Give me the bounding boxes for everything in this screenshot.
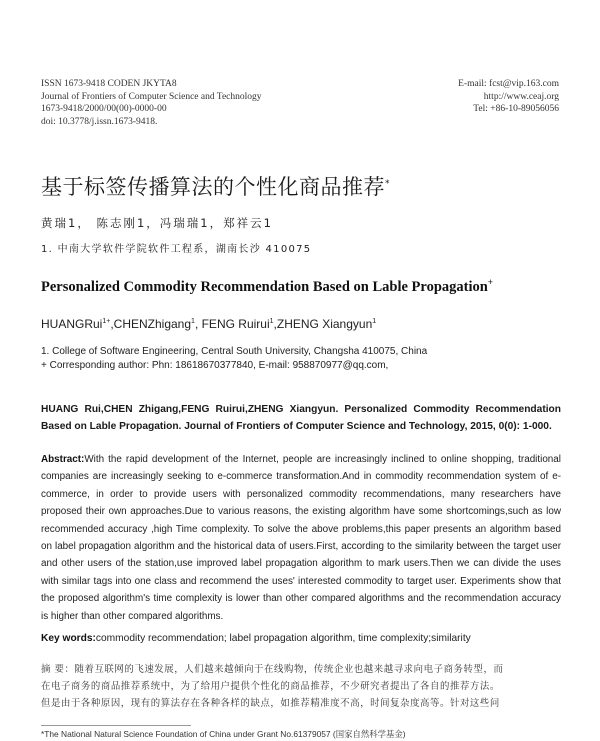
author-sup: 1 <box>191 318 195 325</box>
citation: HUANG Rui,CHEN Zhigang,FENG Ruirui,ZHENG Xiangyun. Personalized Commodity Recommendation Based on Lable Propagation. Journal of Frontiers of Computer Science and Technology, 2015, 0(0): 1-000. <box>41 404 561 432</box>
journal-tel: Tel: +86-10-89056056 <box>473 104 559 114</box>
journal-header-right <box>359 78 559 116</box>
title-chinese-footnote-mark: * <box>385 179 390 189</box>
affiliation-english-block <box>41 345 561 373</box>
journal-header-left <box>41 78 371 128</box>
abstract-label: Abstract: <box>41 454 85 465</box>
footnote-rule <box>41 725 191 726</box>
author-name: , FENG Ruirui <box>194 317 270 331</box>
abstract-chinese-line: 但是由于各种原因，现有的算法存在各种各样的缺点，如推荐精准度不高，时间复杂度高等。针对这些问 <box>41 698 500 709</box>
journal-code: 1673-9418/2000/00(00)-0000-00 <box>41 104 167 114</box>
author-sup: 1 <box>372 318 377 325</box>
author-name: ,ZHENG Xiangyun <box>273 317 373 331</box>
author-sup: 1 <box>269 318 274 325</box>
keywords-label: Key words: <box>41 633 96 644</box>
journal-url: http://www.ceaj.org <box>483 91 559 102</box>
title-chinese-text: 基于标签传播算法的个性化商品推荐 <box>41 175 385 199</box>
title-english <box>41 277 493 296</box>
abstract-chinese-line: 在电子商务的商品推荐系统中，为了给用户提供个性化的商品推荐，不少研究者提出了各自的推荐方法。 <box>41 681 500 692</box>
author-sup: 1+ <box>102 318 111 325</box>
title-chinese <box>41 171 390 201</box>
journal-name: Journal of Frontiers of Computer Science and Technology <box>41 91 262 102</box>
abstract <box>41 451 561 625</box>
author-name: ,CHENZhigang <box>110 317 192 331</box>
title-english-text: Personalized Commodity Recommendation Based on Lable Propagation <box>41 278 488 295</box>
authors-chinese: 黄瑞1， 陈志刚1，冯瑞瑞1，郑祥云1 <box>41 216 273 230</box>
footnote: *The National Natural Science Foundation of China under Grant No.61379057 (国家自然科学基金) <box>41 729 406 739</box>
title-english-footnote-mark: + <box>487 277 493 287</box>
affiliation-chinese: 1. 中南大学软件学院软件工程系，湖南长沙 410075 <box>41 244 312 255</box>
abstract-chinese <box>41 661 561 712</box>
keywords <box>41 633 561 644</box>
authors-english <box>41 317 376 331</box>
abstract-chinese-line: 摘 要：随着互联网的飞速发展，人们越来越倾向于在线购物，传统企业也越来越寻求向电子商务转型，而 <box>41 664 504 675</box>
author-name: HUANGRui <box>41 317 103 331</box>
journal-email: E-mail: fcst@vip.163.com <box>458 79 559 89</box>
issn-coden: ISSN 1673-9418 CODEN JKYTA8 <box>41 79 177 89</box>
abstract-text: With the rapid development of the Internet, people are increasingly inclined to online shopping, traditional companies are increasingly seeking to e-commerce transformation.And in commodity recommendation system of e-commerce, in order to provide users with personalized commodity recommendations, many researchers have proposed their own approaches.Due to various reasons, the existing algorithm have some shortcomings,such as low recommended accuracy ,high Time complexity. To solve the above problems,this paper presents an algorithm based on label propagation algorithm and the historical data of users.First, according to the similarity between the target user and other users of the station,use improved label propagation algorithm to mark users.Then we can divide the uses with similar tags into one class and recommend the uses' interested commodity to target user. Experiments show that the proposed algorithm's time complexity is lower than other compared algorithms and the recommendation accuracy is higher than other compared algorithms. <box>41 454 561 622</box>
doi: doi: 10.3778/j.issn.1673-9418. <box>41 116 158 127</box>
affiliation-english: 1. College of Software Engineering, Central South University, Changsha 410075, China <box>41 346 428 357</box>
corresponding-author: + Corresponding author: Phn: 18618670377840, E-mail: 958870977@qq.com, <box>41 360 389 371</box>
keywords-text: commodity recommendation; label propagation algorithm, time complexity;similarity <box>95 633 471 644</box>
